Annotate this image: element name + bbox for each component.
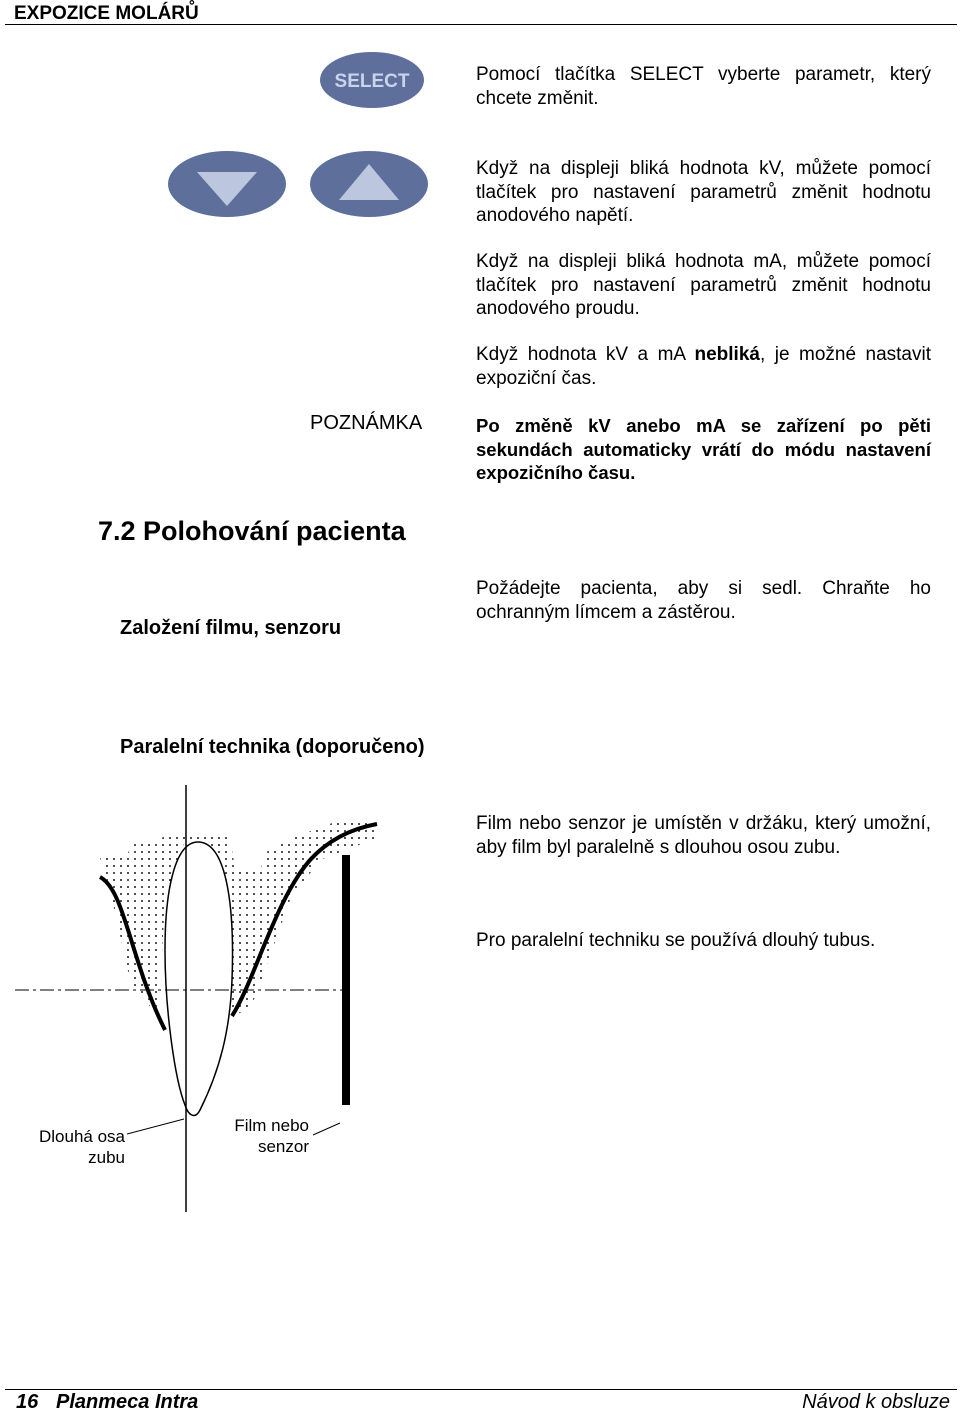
film-placement-text: Požádejte pacienta, aby si sedl. Chraňte ho ochranným límcem a zástěrou. xyxy=(476,578,931,623)
parallel-technique-text-2: Pro paralelní techniku se používá dlouhý tubus. xyxy=(476,930,876,951)
header-divider xyxy=(5,24,957,25)
select-button-label: SELECT xyxy=(334,71,410,92)
film-sensor-bar xyxy=(342,855,350,1105)
film-sensor-label-line2: senzor xyxy=(257,1137,309,1156)
select-button-graphic xyxy=(318,50,426,110)
note-text: Po změně kV anebo mA se zařízení po pěti sekundách automaticky vrátí do módu nastavení expozičního času. xyxy=(476,415,931,483)
page-header-title: EXPOZICE MOLÁRŮ xyxy=(14,3,199,24)
section-heading: 7.2 Polohování pacienta xyxy=(98,516,406,546)
note-label: POZNÁMKA xyxy=(310,412,423,434)
kv-paragraph: Když na displeji bliká hodnota kV, můžete pomocí tlačítek pro nastavení parametrů změnit hodnotu anodového napětí. xyxy=(476,158,931,226)
long-axis-label xyxy=(30,1126,125,1168)
nonblink-bold-word: nebliká xyxy=(694,344,760,365)
nonblink-paragraph xyxy=(476,343,931,390)
film-sensor-label xyxy=(214,1115,309,1157)
footer-divider xyxy=(5,1389,957,1390)
ma-paragraph: Když na displeji bliká hodnota mA, můžete pomocí tlačítek pro nastavení parametrů změnit hodnotu anodového proudu. xyxy=(476,251,931,319)
tooth-outline xyxy=(165,842,233,1115)
nonblink-text-end: , je možné nastavit expoziční čas. xyxy=(476,344,931,389)
axis-leader-line xyxy=(127,1119,184,1134)
footer-product-name: Planmeca Intra xyxy=(56,1391,199,1413)
long-axis-label-line1: Dlouhá osa xyxy=(38,1127,125,1146)
parallel-technique-heading: Paralelní technika (doporučeno) xyxy=(120,736,425,758)
select-paragraph: Pomocí tlačítka SELECT vyberte parametr, který chcete změnit. xyxy=(476,64,931,109)
footer-page-number: 16 xyxy=(16,1391,39,1413)
footer-manual-title: Návod k obsluze xyxy=(802,1391,950,1413)
film-placement-label: Založení filmu, senzoru xyxy=(120,617,342,639)
parallel-technique-text-1: Film nebo senzor je umístěn v držáku, který umožní, aby film byl paralelně s dlouhou osou zubu. xyxy=(476,813,931,858)
up-button-graphic xyxy=(306,148,432,220)
film-sensor-label-line1: Film nebo xyxy=(234,1116,309,1135)
nonblink-text-start: Když hodnota kV a mA xyxy=(476,344,695,365)
down-button-graphic xyxy=(164,148,290,220)
long-axis-label-line2: zubu xyxy=(88,1148,125,1167)
film-leader-line xyxy=(313,1123,340,1135)
